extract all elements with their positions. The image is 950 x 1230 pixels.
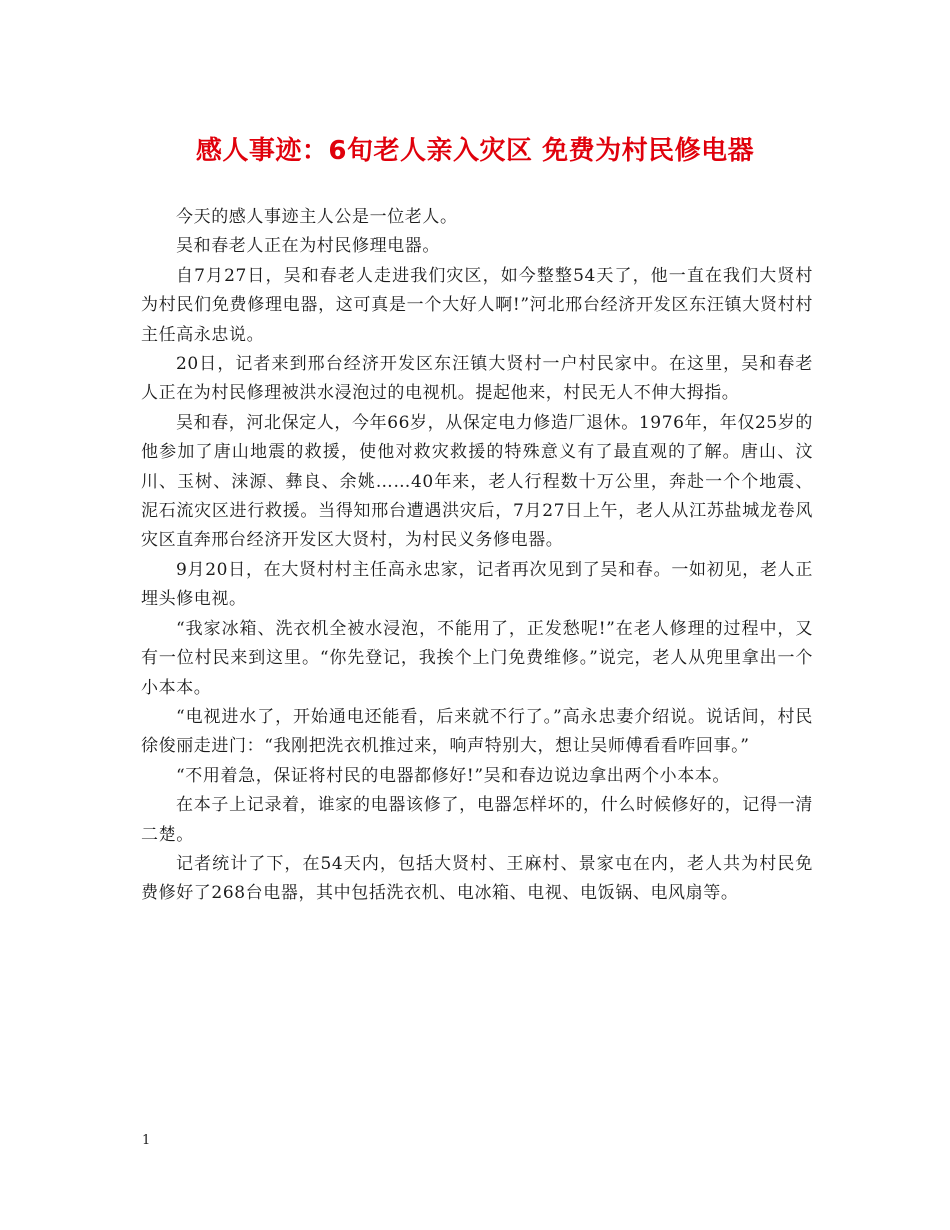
article-body: [141, 203, 813, 909]
page-number: 1: [142, 1133, 151, 1148]
paragraph: 在本子上记录着，谁家的电器该修了，电器怎样坏的，什么时候修好的，记得一清二楚。: [141, 795, 813, 845]
paragraph: “电视进水了，开始通电还能看，后来就不行了。”高永忠妻介绍说。说话间，村民徐俊丽走进门：“我刚把洗衣机推过来，响声特别大，想让吴师傅看看咋回事。”: [141, 706, 813, 757]
paragraph: 自7月27日，吴和春老人走进我们灾区，如今整整54天了，他一直在我们大贤村为村民们免费修理电器，这可真是一个大好人啊!”河北邢台经济开发区东汪镇大贤村村主任高永忠说。: [141, 265, 813, 345]
paragraph: 20日，记者来到邢台经济开发区东汪镇大贤村一户村民家中。在这里，吴和春老人正在为村民修理被洪水浸泡过的电视机。提起他来，村民无人不伸大拇指。: [141, 354, 813, 404]
paragraph: 记者统计了下，在54天内，包括大贤村、王麻村、景家屯在内，老人共为村民免费修好了268台电器，其中包括洗衣机、电冰箱、电视、电饭锅、电风扇等。: [141, 853, 813, 904]
paragraph: “不用着急，保证将村民的电器都修好!”吴和春边说边拿出两个小本本。: [176, 765, 731, 786]
paragraph: 今天的感人事迹主人公是一位老人。: [176, 207, 458, 227]
paragraph: 吴和春老人正在为村民修理电器。: [176, 236, 440, 257]
document-title: 感人事迹：6旬老人亲入灾区 免费为村民修电器: [195, 136, 755, 166]
paragraph: “我家冰箱、洗衣机全被水浸泡，不能用了，正发愁呢!”在老人修理的过程中，又有一位村民来到这里。“你先登记，我挨个上门免费维修。”说完，老人从兜里拿出一个小本本。: [141, 618, 813, 698]
paragraph: 9月20日，在大贤村村主任高永忠家，记者再次见到了吴和春。一如初见，老人正埋头修电视。: [141, 559, 813, 610]
paragraph: 吴和春，河北保定人，今年66岁，从保定电力修造厂退休。1976年，年仅25岁的他参加了唐山地震的救援，使他对救灾救援的特殊意义有了最直观的了解。唐山、汶川、玉树、涞源、彝良、余姚……40年来，老人行程数十万公里，奔赴一个个地震、泥石流灾区进行救援。当得知邢台遭遇洪灾后，7月27日上午，老人从江苏盐城龙卷风灾区直奔邢台经济开发区大贤村，为村民义务修电器。: [141, 412, 813, 551]
